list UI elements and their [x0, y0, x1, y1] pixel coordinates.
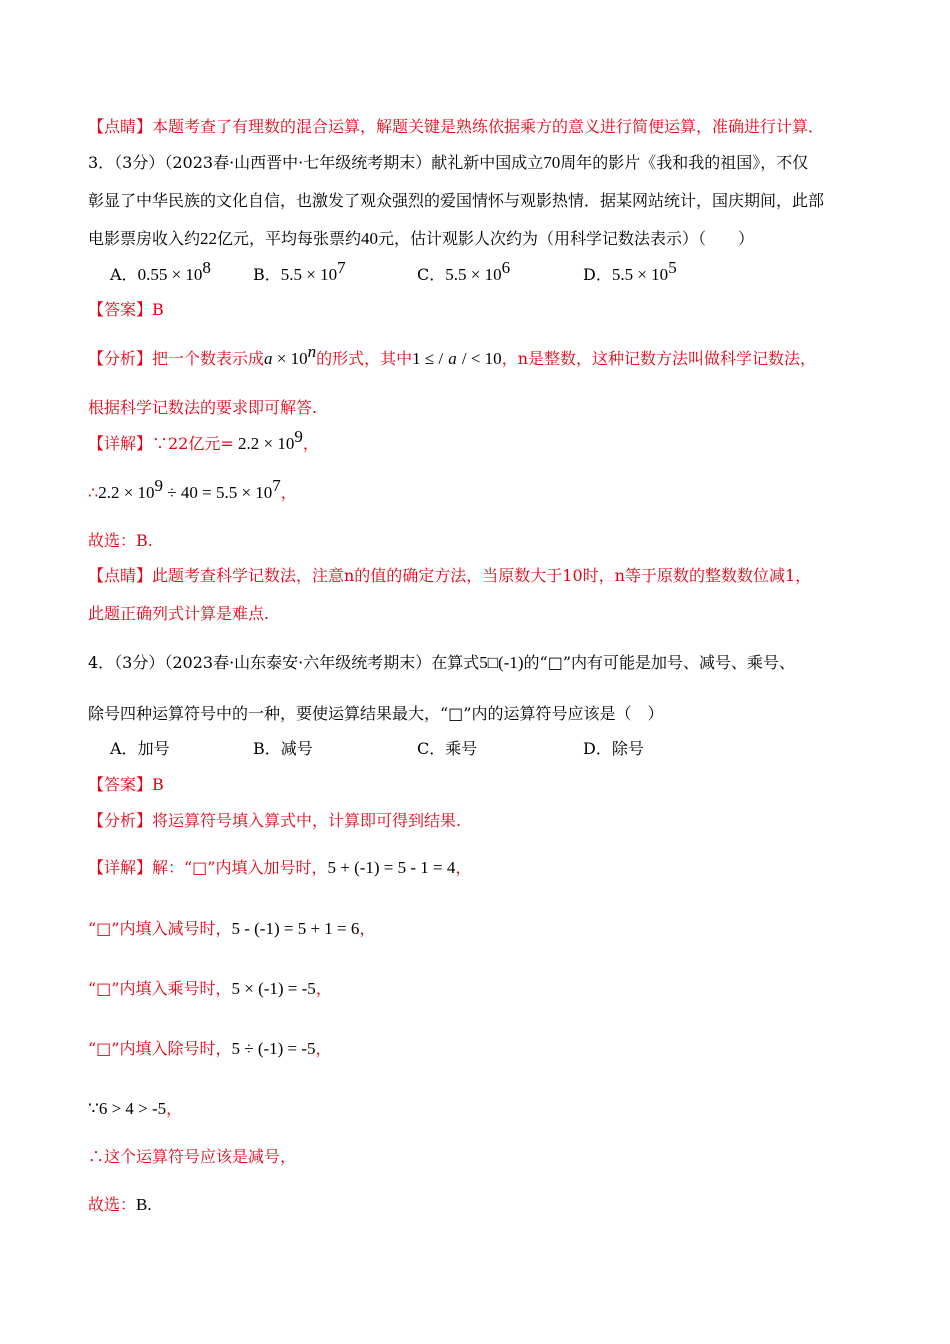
q3-tip-line1: 【点睛】此题考查科学记数法，注意n的值的确定方法，当原数大于10时，n等于原数的整数数位减1， [88, 566, 812, 585]
q3-analysis-line2: 根据科学记数法的要求即可解答. [88, 398, 318, 417]
q3-answer: 【答案】B [88, 300, 164, 319]
q3-stem-line3: 电影票房收入约22亿元，平均每张票约40元，估计观影人次约为（用科学记数法表示）（ ） [88, 229, 755, 248]
q4-sub-minus: “□”内填入减号时，5 - (-1) = 5 + 1 = 6， [88, 919, 376, 938]
q3-choose: 故选：B. [88, 531, 153, 550]
q3-tip-line2: 此题正确列式计算是难点. [88, 604, 270, 623]
q4-option-a: A．加号 [110, 739, 170, 758]
q4-answer: 【答案】B [88, 775, 164, 794]
q4-stem-line1: 4．（3分）（2023春·山东泰安·六年级统考期末）在算式5□(-1)的“□”内有可能是加号、减号、乘号、 [88, 653, 796, 672]
q4-sub-divide: “□”内填入除号时，5 ÷ (-1) = -5， [88, 1039, 332, 1058]
q4-analysis: 【分析】将运算符号填入算式中，计算即可得到结果. [88, 811, 462, 830]
q4-option-c: C．乘号 [417, 739, 478, 758]
q4-detail: 【详解】解：“□”内填入加号时，5 + (-1) = 5 - 1 = 4， [88, 858, 472, 877]
q4-compare: ∵6 > 4 > -5， [88, 1099, 183, 1118]
q4-sub-times: “□”内填入乘号时，5 × (-1) = -5， [88, 979, 332, 998]
q4-option-b: B．减号 [253, 739, 313, 758]
q3-option-c: C．$5.5 \times 10^6$ [417, 258, 511, 284]
q4-choose: 故选：B. [88, 1195, 152, 1214]
prev-tip: 【点睛】本题考查了有理数的混合运算，解题关键是熟练依据乘方的意义进行简便运算，准确进行计算． [88, 117, 825, 136]
q3-option-b: B．$5.5 \times 10^7$ [253, 258, 346, 284]
q3-analysis-line1: 【分析】把一个数表示成$a \times 10^n$的形式，其中1 ≤ / a / < 10，n是整数，这种记数方法叫做科学记数法， [88, 342, 816, 368]
q3-stem-line1: 3．（3分）（2023春·山西晋中·七年级统考期末）献礼新中国成立70周年的影片《我和我的祖国》，不仅 [88, 153, 809, 172]
q4-conclusion: ∴这个运算符号应该是减号， [88, 1147, 297, 1166]
q4-option-d: D．除号 [583, 739, 644, 758]
q3-detail: 【详解】∵22亿元= $2.2 \times 10^9$， [88, 427, 319, 453]
q3-option-a: A．$0.55 \times 10^8$ [110, 258, 211, 284]
q3-stem-line2: 彰显了中华民族的文化自信，也激发了观众强烈的爱国情怀与观影热情．据某网站统计，国庆期间，此部 [88, 191, 825, 210]
q3-calculation: ∴2.2 × $10^9 \div 40 = 5.5 \times 10^7$， [88, 476, 297, 502]
q4-stem-line2: 除号四种运算符号中的一种，要使运算结果最大，“□”内的运算符号应该是（ ） [88, 704, 664, 723]
q3-option-d: D．$5.5 \times 10^5$ [583, 258, 677, 284]
